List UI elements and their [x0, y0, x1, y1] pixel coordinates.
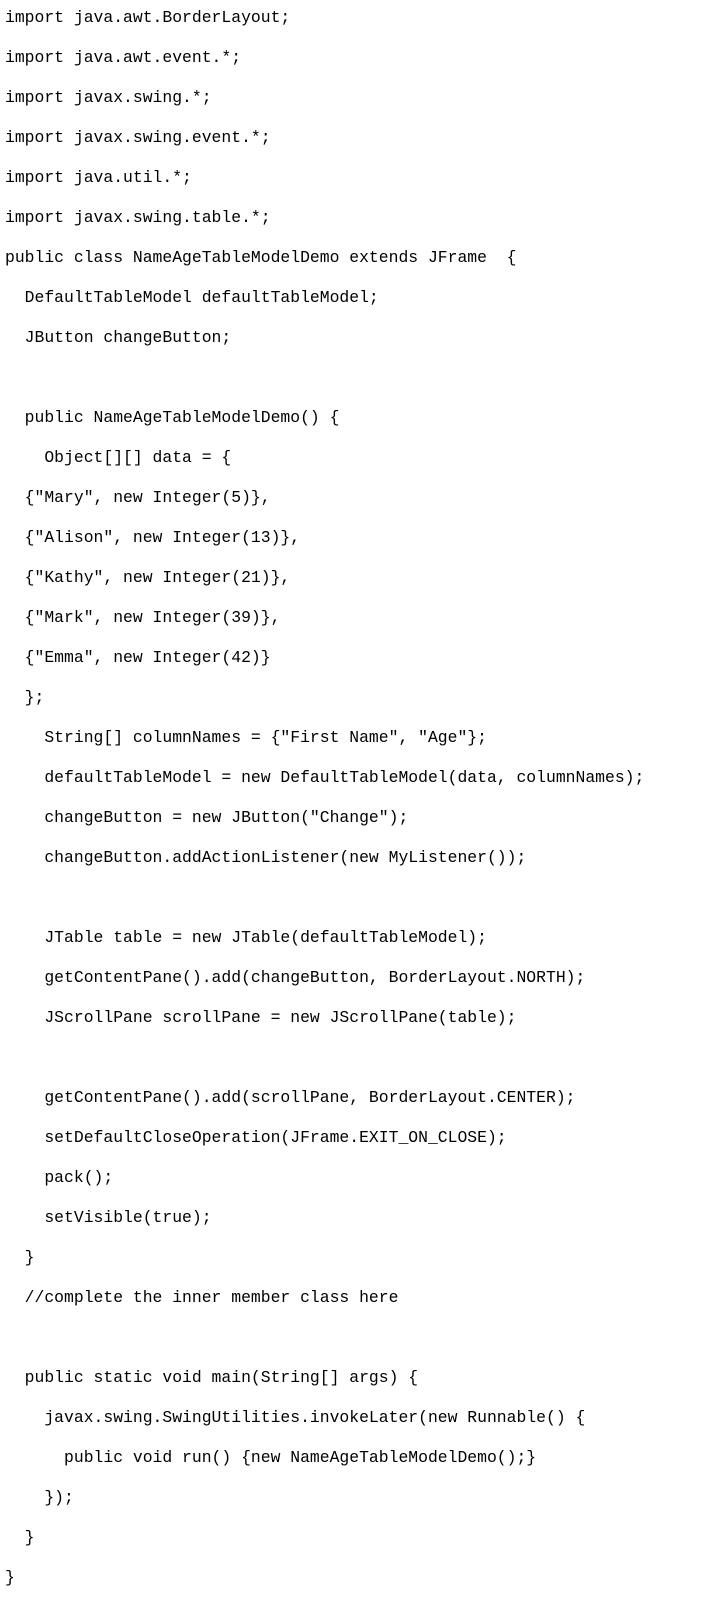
code-line: });: [5, 1488, 74, 1507]
code-line: setDefaultCloseOperation(JFrame.EXIT_ON_CLOSE);: [5, 1128, 507, 1147]
code-line: Object[][] data = {: [5, 448, 232, 467]
code-line: setVisible(true);: [5, 1208, 212, 1227]
code-line: }: [5, 1248, 35, 1267]
code-line: {"Alison", new Integer(13)},: [5, 528, 301, 547]
code-line: import java.awt.event.*;: [5, 48, 242, 67]
code-line: String[] columnNames = {"First Name", "Age"};: [5, 728, 487, 747]
code-line: public class NameAgeTableModelDemo extends JFrame {: [5, 248, 517, 267]
code-line: public static void main(String[] args) {: [5, 1368, 419, 1387]
code-line: [5, 888, 728, 908]
code-line: changeButton.addActionListener(new MyListener());: [5, 848, 527, 867]
code-line: {"Mark", new Integer(39)},: [5, 608, 281, 627]
code-line: getContentPane().add(changeButton, BorderLayout.NORTH);: [5, 968, 586, 987]
code-line: }: [5, 1528, 35, 1547]
code-line: DefaultTableModel defaultTableModel;: [5, 288, 379, 307]
code-line: public NameAgeTableModelDemo() {: [5, 408, 340, 427]
code-line: import javax.swing.event.*;: [5, 128, 271, 147]
code-line: pack();: [5, 1168, 114, 1187]
code-line: import javax.swing.*;: [5, 88, 212, 107]
code-line: }: [5, 1568, 15, 1587]
code-line: };: [5, 688, 45, 707]
code-line: import javax.swing.table.*;: [5, 208, 271, 227]
code-line: {"Emma", new Integer(42)}: [5, 648, 271, 667]
code-line: {"Mary", new Integer(5)},: [5, 488, 271, 507]
code-line: JButton changeButton;: [5, 328, 232, 347]
code-line: [5, 1048, 728, 1068]
code-line: public void run() {new NameAgeTableModelDemo();}: [5, 1448, 537, 1467]
code-line: defaultTableModel = new DefaultTableModel(data, columnNames);: [5, 768, 645, 787]
code-line: changeButton = new JButton("Change");: [5, 808, 409, 827]
code-listing: [5, 8, 728, 1608]
code-line: import java.util.*;: [5, 168, 192, 187]
code-line: JScrollPane scrollPane = new JScrollPane(table);: [5, 1008, 517, 1027]
code-line: [5, 1328, 728, 1348]
code-line: javax.swing.SwingUtilities.invokeLater(new Runnable() {: [5, 1408, 586, 1427]
code-line: JTable table = new JTable(defaultTableModel);: [5, 928, 487, 947]
code-line: //complete the inner member class here: [5, 1288, 399, 1307]
code-line: getContentPane().add(scrollPane, BorderLayout.CENTER);: [5, 1088, 576, 1107]
code-line: {"Kathy", new Integer(21)},: [5, 568, 291, 587]
code-line: import java.awt.BorderLayout;: [5, 8, 291, 27]
code-line: [5, 368, 728, 388]
